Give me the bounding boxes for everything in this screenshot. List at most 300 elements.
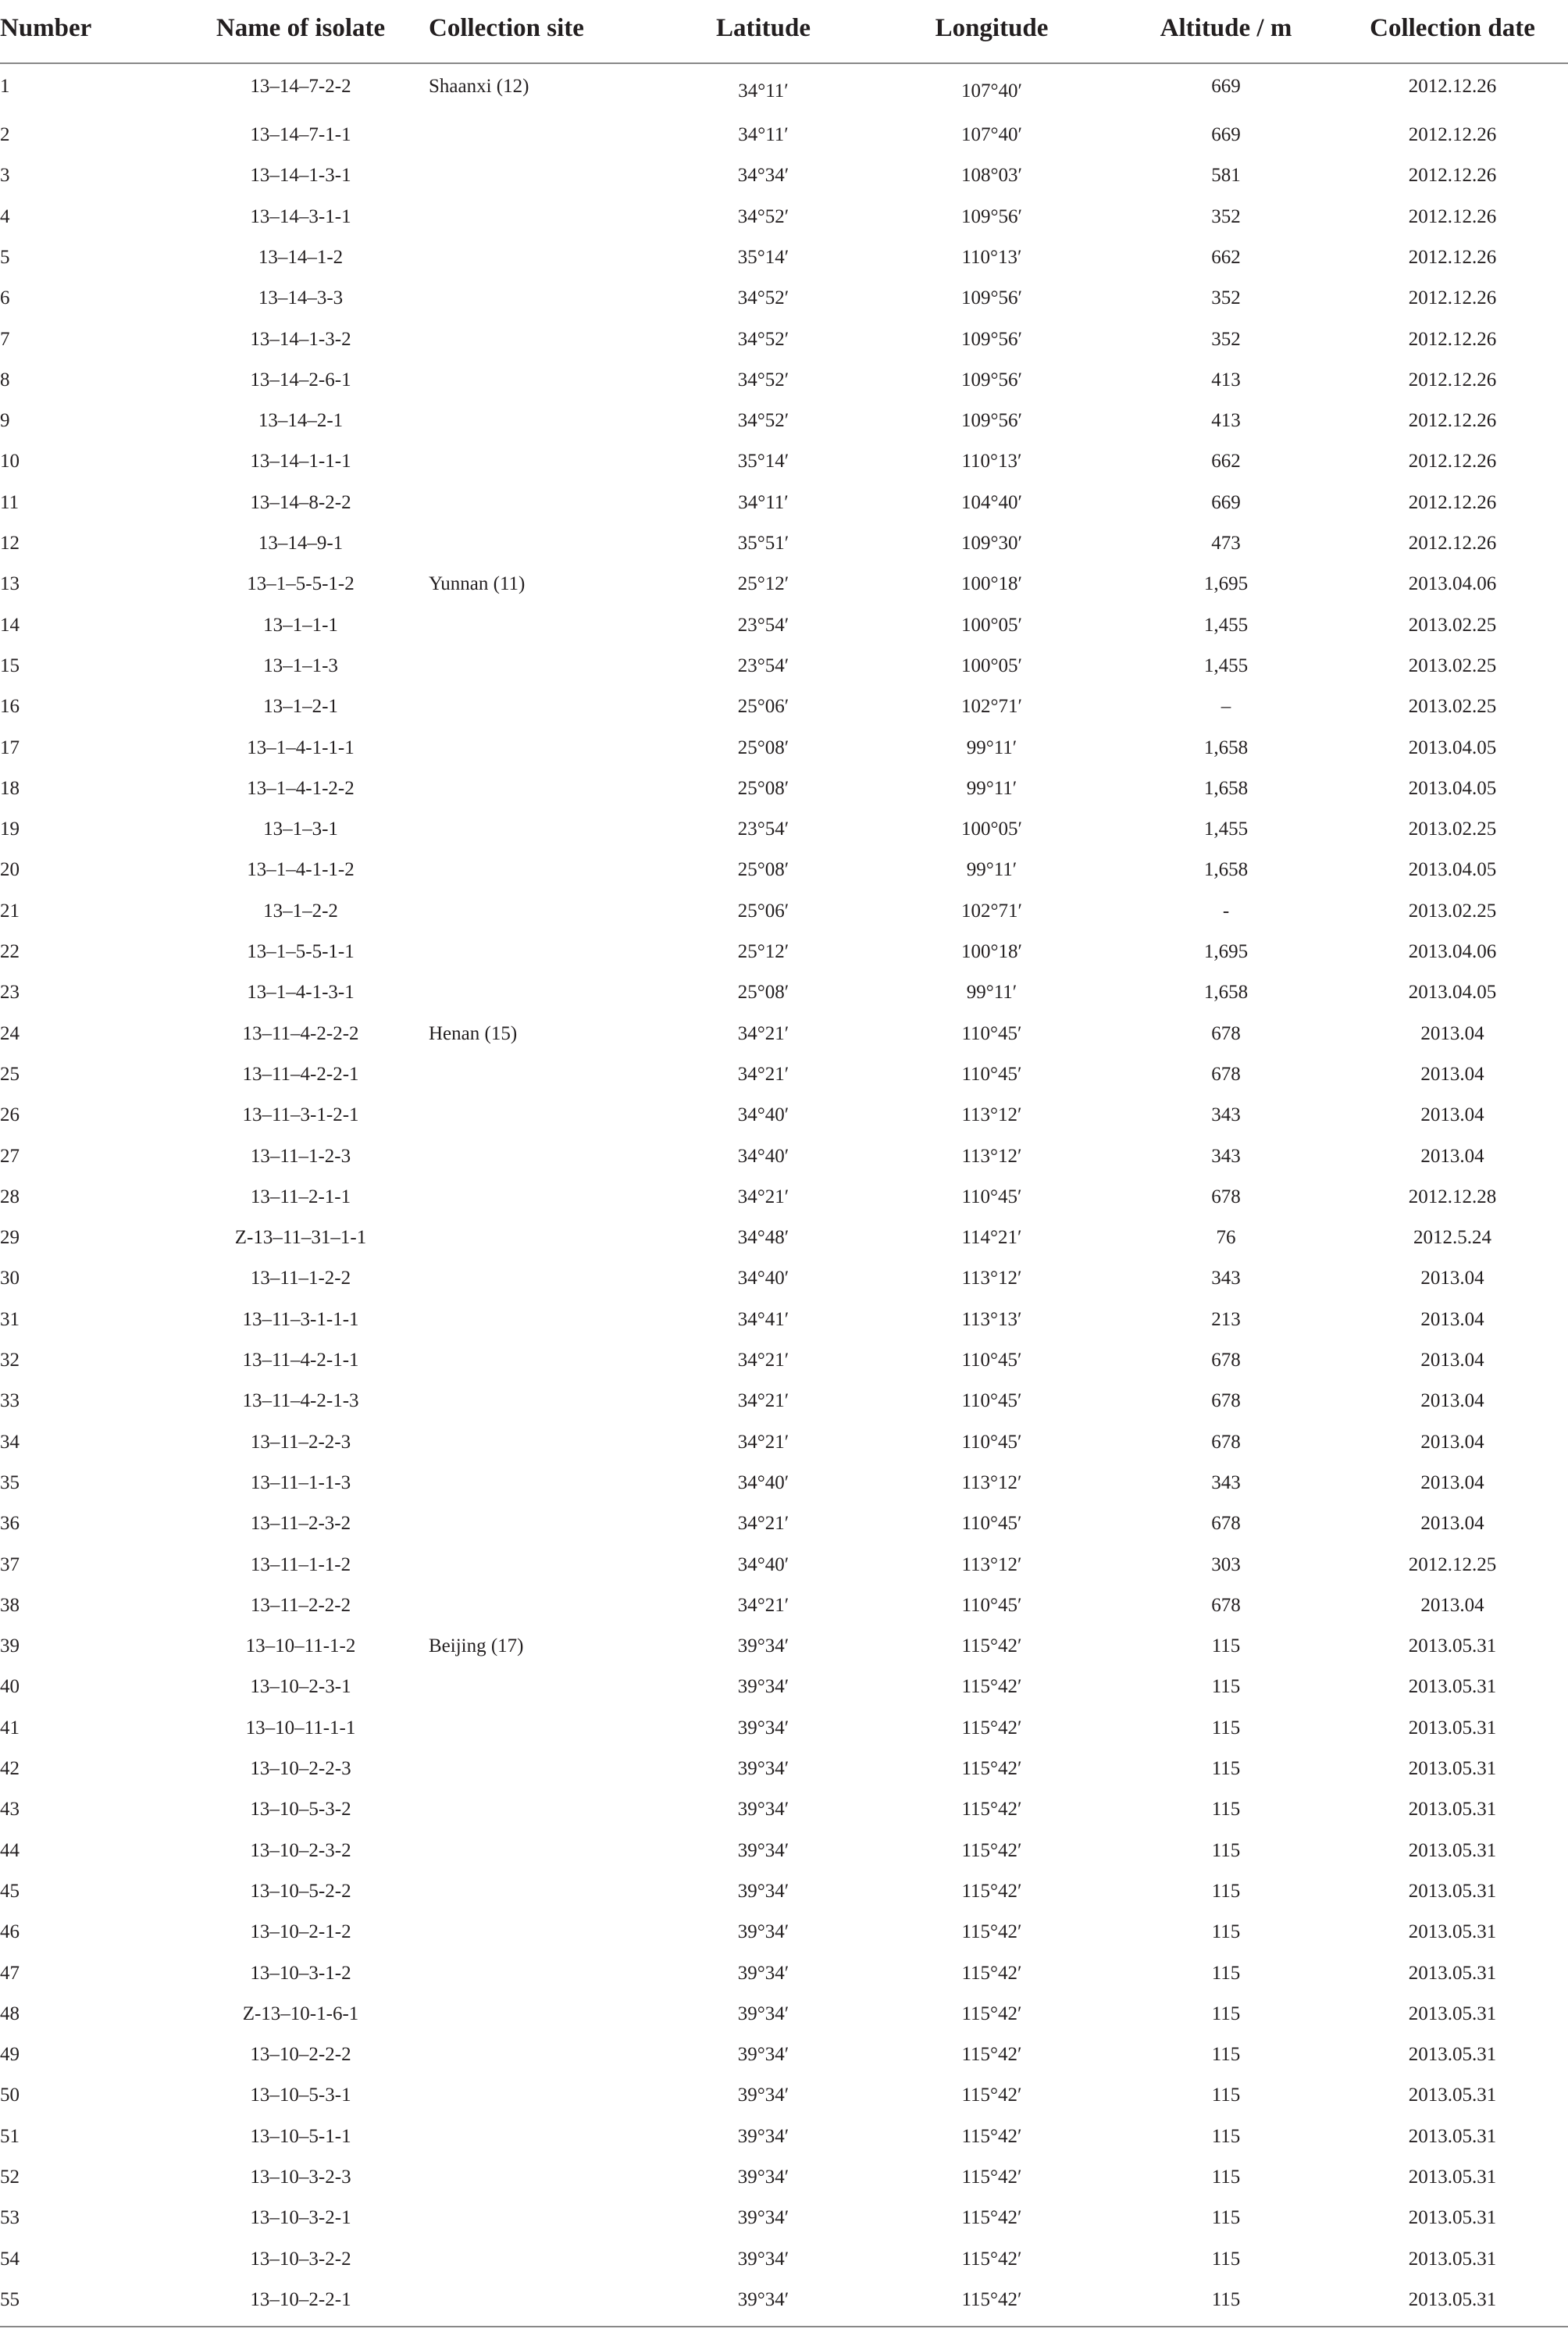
cell-number: 21 <box>0 900 20 922</box>
cell-collection-date: 2013.04 <box>1420 1308 1484 1330</box>
cell-number: 8 <box>0 369 10 391</box>
cell-collection-date: 2013.04.06 <box>1408 941 1497 962</box>
cell-longitude: 109°56′ <box>961 287 1022 309</box>
cell-longitude: 99°11′ <box>966 859 1017 881</box>
cell-altitude: 76 <box>1216 1227 1236 1249</box>
cell-latitude: 34°52′ <box>737 328 789 350</box>
cell-longitude: 110°45′ <box>961 1594 1022 1616</box>
cell-latitude: 34°21′ <box>737 1186 789 1207</box>
cell-longitude: 100°18′ <box>961 941 1022 962</box>
cell-collection-date: 2012.5.24 <box>1413 1227 1491 1249</box>
cell-isolate-name: 13–14–1-1-1 <box>250 451 351 473</box>
cell-collection-date: 2012.12.26 <box>1408 410 1497 432</box>
cell-collection-date: 2013.05.31 <box>1408 1880 1497 1902</box>
cell-longitude: 100°05′ <box>961 614 1022 636</box>
cell-collection-date: 2013.04 <box>1420 1104 1484 1126</box>
cell-altitude: 1,695 <box>1203 573 1249 595</box>
cell-number: 11 <box>0 491 20 513</box>
cell-altitude: 115 <box>1211 2207 1241 2229</box>
table-row <box>0 1019 1568 1060</box>
cell-number: 47 <box>0 1962 20 1984</box>
cell-longitude: 99°11′ <box>966 777 1017 799</box>
table-row <box>0 1714 1568 1754</box>
cell-latitude: 34°21′ <box>737 1594 789 1616</box>
cell-number: 48 <box>0 2003 20 2024</box>
cell-altitude: 581 <box>1211 165 1241 187</box>
table-row <box>0 2245 1568 2285</box>
table-row <box>0 1795 1568 1835</box>
header-number: Number <box>0 14 92 42</box>
cell-longitude: 114°21′ <box>961 1227 1022 1249</box>
header-altitude: Altitude / m <box>1160 14 1292 42</box>
cell-collection-date: 2012.12.26 <box>1408 165 1497 187</box>
cell-isolate-name: 13–11–4-2-2-1 <box>242 1063 359 1085</box>
cell-altitude: 115 <box>1211 1676 1241 1698</box>
table-row <box>0 855 1568 896</box>
cell-altitude: 352 <box>1211 287 1241 309</box>
cell-number: 5 <box>0 246 10 268</box>
cell-isolate-name: 13–1–2-1 <box>263 696 338 718</box>
cell-isolate-name: 13–10–2-2-1 <box>250 2288 351 2310</box>
cell-number: 4 <box>0 205 10 227</box>
cell-altitude: - <box>1222 900 1230 922</box>
cell-latitude: 25°12′ <box>737 941 789 962</box>
cell-collection-date: 2012.12.26 <box>1408 124 1497 145</box>
cell-number: 19 <box>0 818 20 840</box>
cell-altitude: 115 <box>1211 2125 1241 2147</box>
cell-collection-date: 2013.04 <box>1420 1431 1484 1453</box>
cell-collection-date: 2013.05.31 <box>1408 1758 1497 1779</box>
cell-collection-date: 2013.05.31 <box>1408 2044 1497 2066</box>
cell-isolate-name: 13–1–4-1-2-2 <box>247 777 355 799</box>
cell-latitude: 34°41′ <box>737 1308 789 1330</box>
cell-isolate-name: 13–14–3-1-1 <box>250 205 351 227</box>
table-row <box>0 1836 1568 1877</box>
cell-longitude: 115°42′ <box>961 2044 1022 2066</box>
cell-isolate-name: 13–11–2-2-2 <box>250 1594 351 1616</box>
cell-longitude: 115°42′ <box>961 2003 1022 2024</box>
cell-latitude: 39°34′ <box>737 1962 789 1984</box>
cell-collection-date: 2012.12.28 <box>1408 1186 1497 1207</box>
table-row <box>0 1550 1568 1591</box>
cell-number: 30 <box>0 1268 20 1289</box>
cell-number: 23 <box>0 982 20 1004</box>
cell-longitude: 115°42′ <box>961 1635 1022 1657</box>
cell-number: 16 <box>0 696 20 718</box>
cell-latitude: 39°34′ <box>737 1880 789 1902</box>
table-row <box>0 569 1568 610</box>
cell-isolate-name: 13–1–1-3 <box>263 654 338 676</box>
cell-number: 12 <box>0 533 20 554</box>
cell-collection-date: 2012.12.26 <box>1408 451 1497 473</box>
cell-isolate-name: 13–11–4-2-2-2 <box>242 1022 359 1044</box>
cell-altitude: 115 <box>1211 2248 1241 2270</box>
cell-latitude: 39°34′ <box>737 1635 789 1657</box>
cell-longitude: 115°42′ <box>961 2167 1022 2188</box>
cell-altitude: 1,455 <box>1203 654 1249 676</box>
cell-isolate-name: 13–10–5-1-1 <box>250 2125 351 2147</box>
cell-latitude: 39°34′ <box>737 2288 789 2310</box>
cell-altitude: 115 <box>1211 1880 1241 1902</box>
table-row <box>0 406 1568 447</box>
cell-number: 13 <box>0 573 20 595</box>
cell-number: 25 <box>0 1063 20 1085</box>
cell-altitude: 678 <box>1211 1186 1241 1207</box>
table-bottom-rule <box>0 2326 1568 2327</box>
cell-number: 49 <box>0 2044 20 2066</box>
cell-longitude: 99°11′ <box>966 736 1017 758</box>
cell-collection-date: 2013.05.31 <box>1408 1717 1497 1739</box>
cell-altitude: 343 <box>1211 1471 1241 1493</box>
cell-number: 43 <box>0 1799 20 1821</box>
table-row <box>0 202 1568 243</box>
table-row <box>0 1223 1568 1264</box>
cell-isolate-name: 13–10–5-3-1 <box>250 2085 351 2106</box>
cell-isolate-name: 13–10–3-1-2 <box>250 1962 351 1984</box>
cell-longitude: 109°56′ <box>961 369 1022 391</box>
cell-collection-date: 2013.05.31 <box>1408 2207 1497 2229</box>
cell-number: 26 <box>0 1104 20 1126</box>
cell-longitude: 113°12′ <box>961 1145 1022 1167</box>
cell-altitude: 115 <box>1211 1717 1241 1739</box>
cell-isolate-name: 13–1–5-5-1-2 <box>247 573 355 595</box>
cell-number: 39 <box>0 1635 20 1657</box>
table-row <box>0 2163 1568 2203</box>
table-row <box>0 1877 1568 1917</box>
cell-isolate-name: 13–11–1-1-3 <box>250 1471 351 1493</box>
cell-collection-date: 2013.02.25 <box>1408 818 1497 840</box>
cell-collection-date: 2012.12.26 <box>1408 369 1497 391</box>
cell-altitude: 678 <box>1211 1431 1241 1453</box>
cell-collection-date: 2012.12.26 <box>1408 76 1497 97</box>
cell-longitude: 102°71′ <box>961 696 1022 718</box>
cell-isolate-name: 13–1–4-1-3-1 <box>247 982 355 1004</box>
cell-collection-date: 2013.05.31 <box>1408 2167 1497 2188</box>
cell-number: 6 <box>0 287 10 309</box>
cell-number: 18 <box>0 777 20 799</box>
cell-isolate-name: 13–14–9-1 <box>258 533 344 554</box>
table-row <box>0 72 1568 112</box>
cell-number: 28 <box>0 1186 20 1207</box>
cell-number: 33 <box>0 1390 20 1412</box>
cell-latitude: 39°34′ <box>737 2003 789 2024</box>
cell-number: 36 <box>0 1513 20 1535</box>
cell-collection-date: 2012.12.26 <box>1408 246 1497 268</box>
cell-latitude: 35°14′ <box>737 246 789 268</box>
cell-number: 27 <box>0 1145 20 1167</box>
table-row <box>0 325 1568 366</box>
cell-longitude: 115°42′ <box>961 2125 1022 2147</box>
cell-altitude: 303 <box>1211 1553 1241 1575</box>
cell-collection-date: 2013.05.31 <box>1408 1635 1497 1657</box>
cell-latitude: 39°34′ <box>737 1717 789 1739</box>
table-row <box>0 1959 1568 1999</box>
cell-latitude: 25°06′ <box>737 696 789 718</box>
cell-latitude: 25°12′ <box>737 573 789 595</box>
cell-altitude: 115 <box>1211 1839 1241 1861</box>
cell-collection-date: 2012.12.26 <box>1408 533 1497 554</box>
table-header-row <box>0 0 1568 64</box>
cell-altitude: 669 <box>1211 124 1241 145</box>
cell-isolate-name: 13–11–1-1-2 <box>250 1553 351 1575</box>
cell-latitude: 39°34′ <box>737 1921 789 1943</box>
cell-number: 14 <box>0 614 20 636</box>
cell-isolate-name: 13–1–3-1 <box>263 818 338 840</box>
cell-latitude: 34°34′ <box>737 165 789 187</box>
cell-altitude: 1,455 <box>1203 614 1249 636</box>
header-longitude: Longitude <box>935 14 1049 42</box>
table-row <box>0 366 1568 406</box>
cell-isolate-name: 13–10–5-2-2 <box>250 1880 351 1902</box>
cell-isolate-name: 13–14–8-2-2 <box>250 491 351 513</box>
cell-longitude: 100°18′ <box>961 573 1022 595</box>
cell-number: 29 <box>0 1227 20 1249</box>
cell-number: 44 <box>0 1839 20 1861</box>
table-row <box>0 2122 1568 2163</box>
cell-isolate-name: 13–10–2-3-2 <box>250 1839 351 1861</box>
cell-isolate-name: 13–1–1-1 <box>263 614 338 636</box>
table-row <box>0 1428 1568 1468</box>
cell-collection-date: 2013.02.25 <box>1408 654 1497 676</box>
cell-isolate-name: 13–11–1-2-3 <box>250 1145 351 1167</box>
cell-number: 51 <box>0 2125 20 2147</box>
table-row <box>0 529 1568 569</box>
table-row <box>0 243 1568 284</box>
cell-isolate-name: 13–1–4-1-1-1 <box>247 736 355 758</box>
table-row <box>0 733 1568 774</box>
cell-latitude: 34°48′ <box>737 1227 789 1249</box>
cell-altitude: 678 <box>1211 1063 1241 1085</box>
cell-latitude: 39°34′ <box>737 1799 789 1821</box>
cell-longitude: 102°71′ <box>961 900 1022 922</box>
cell-number: 15 <box>0 654 20 676</box>
cell-altitude: 413 <box>1211 369 1241 391</box>
cell-altitude: 473 <box>1211 533 1241 554</box>
cell-latitude: 34°11′ <box>738 491 789 513</box>
cell-collection-date: 2013.02.25 <box>1408 900 1497 922</box>
cell-isolate-name: 13–11–2-1-1 <box>250 1186 351 1207</box>
cell-isolate-name: 13–10–3-2-1 <box>250 2207 351 2229</box>
cell-altitude: – <box>1221 696 1231 718</box>
cell-number: 40 <box>0 1676 20 1698</box>
table-row <box>0 1632 1568 1672</box>
table-row <box>0 1264 1568 1304</box>
table-row <box>0 1468 1568 1509</box>
cell-number: 1 <box>0 76 10 97</box>
cell-collection-date: 2013.04 <box>1420 1594 1484 1616</box>
cell-number: 37 <box>0 1553 20 1575</box>
cell-altitude: 1,658 <box>1203 736 1249 758</box>
cell-longitude: 115°42′ <box>961 1799 1022 1821</box>
cell-longitude: 100°05′ <box>961 654 1022 676</box>
cell-collection-date: 2013.05.31 <box>1408 2248 1497 2270</box>
cell-latitude: 25°08′ <box>737 777 789 799</box>
cell-collection-date: 2013.04.05 <box>1408 982 1497 1004</box>
cell-collection-date: 2013.04 <box>1420 1063 1484 1085</box>
table-row <box>0 1182 1568 1223</box>
cell-isolate-name: 13–14–1-3-2 <box>250 328 351 350</box>
cell-isolate-name: 13–14–1-2 <box>258 246 344 268</box>
cell-number: 22 <box>0 941 20 962</box>
cell-isolate-name: 13–11–2-2-3 <box>250 1431 351 1453</box>
cell-collection-date: 2013.05.31 <box>1408 2003 1497 2024</box>
cell-number: 9 <box>0 410 10 432</box>
table-row <box>0 447 1568 487</box>
cell-isolate-name: Z-13–11–31–1-1 <box>234 1227 367 1249</box>
cell-latitude: 34°52′ <box>737 287 789 309</box>
cell-isolate-name: 13–1–2-2 <box>263 900 338 922</box>
cell-altitude: 1,658 <box>1203 859 1249 881</box>
cell-longitude: 108°03′ <box>961 165 1022 187</box>
header-collection-date: Collection date <box>1370 14 1535 42</box>
cell-longitude: 110°13′ <box>961 246 1022 268</box>
cell-altitude: 678 <box>1211 1022 1241 1044</box>
cell-longitude: 107°40′ <box>961 124 1022 145</box>
cell-latitude: 23°54′ <box>737 818 789 840</box>
cell-collection-date: 2013.05.31 <box>1408 1839 1497 1861</box>
cell-isolate-name: 13–1–4-1-1-2 <box>247 859 355 881</box>
cell-collection-date: 2013.05.31 <box>1408 2085 1497 2106</box>
table-row <box>0 1917 1568 1958</box>
cell-longitude: 99°11′ <box>966 982 1017 1004</box>
cell-altitude: 669 <box>1211 491 1241 513</box>
cell-longitude: 113°12′ <box>961 1471 1022 1493</box>
cell-latitude: 34°21′ <box>737 1390 789 1412</box>
table-row <box>0 815 1568 855</box>
cell-collection-date: 2013.04 <box>1420 1390 1484 1412</box>
table-row <box>0 1060 1568 1100</box>
header-collection-site: Collection site <box>429 14 584 42</box>
table-row <box>0 937 1568 978</box>
cell-altitude: 213 <box>1211 1308 1241 1330</box>
cell-latitude: 25°06′ <box>737 900 789 922</box>
table-row <box>0 978 1568 1018</box>
cell-longitude: 110°45′ <box>961 1390 1022 1412</box>
cell-collection-site: Beijing (17) <box>429 1635 524 1657</box>
cell-isolate-name: Z-13–10-1-6-1 <box>242 2003 359 2024</box>
cell-collection-site: Shaanxi (12) <box>429 76 529 97</box>
cell-latitude: 34°11′ <box>738 80 789 102</box>
cell-latitude: 34°21′ <box>737 1350 789 1371</box>
cell-isolate-name: 13–10–3-2-2 <box>250 2248 351 2270</box>
cell-number: 24 <box>0 1022 20 1044</box>
cell-isolate-name: 13–11–2-3-2 <box>250 1513 351 1535</box>
cell-collection-date: 2012.12.26 <box>1408 491 1497 513</box>
table-row <box>0 1305 1568 1346</box>
cell-latitude: 34°21′ <box>737 1063 789 1085</box>
cell-collection-site: Henan (15) <box>429 1022 518 1044</box>
cell-number: 20 <box>0 859 20 881</box>
table-row <box>0 1386 1568 1427</box>
cell-number: 34 <box>0 1431 20 1453</box>
table-row <box>0 1346 1568 1386</box>
cell-number: 42 <box>0 1758 20 1779</box>
table-row <box>0 1754 1568 1795</box>
cell-altitude: 115 <box>1211 2167 1241 2188</box>
cell-number: 50 <box>0 2085 20 2106</box>
cell-latitude: 23°54′ <box>737 654 789 676</box>
cell-latitude: 34°40′ <box>737 1553 789 1575</box>
table-row <box>0 284 1568 324</box>
cell-altitude: 343 <box>1211 1268 1241 1289</box>
table-row <box>0 1999 1568 2040</box>
cell-collection-date: 2013.05.31 <box>1408 1799 1497 1821</box>
cell-longitude: 113°12′ <box>961 1553 1022 1575</box>
table-row <box>0 2285 1568 2326</box>
cell-latitude: 34°52′ <box>737 205 789 227</box>
cell-latitude: 34°21′ <box>737 1513 789 1535</box>
cell-latitude: 34°40′ <box>737 1104 789 1126</box>
cell-altitude: 115 <box>1211 1758 1241 1779</box>
cell-longitude: 115°42′ <box>961 2288 1022 2310</box>
cell-collection-date: 2013.04 <box>1420 1513 1484 1535</box>
cell-latitude: 39°34′ <box>737 1676 789 1698</box>
cell-latitude: 35°14′ <box>737 451 789 473</box>
cell-latitude: 39°34′ <box>737 2085 789 2106</box>
cell-latitude: 34°21′ <box>737 1022 789 1044</box>
cell-collection-date: 2013.05.31 <box>1408 2288 1497 2310</box>
cell-longitude: 115°42′ <box>961 2207 1022 2229</box>
table-row <box>0 1672 1568 1713</box>
cell-number: 45 <box>0 1880 20 1902</box>
cell-collection-date: 2012.12.26 <box>1408 287 1497 309</box>
cell-latitude: 25°08′ <box>737 982 789 1004</box>
cell-longitude: 115°42′ <box>961 1921 1022 1943</box>
cell-isolate-name: 13–10–2-3-1 <box>250 1676 351 1698</box>
cell-latitude: 39°34′ <box>737 2248 789 2270</box>
cell-isolate-name: 13–14–3-3 <box>258 287 344 309</box>
table-row <box>0 2040 1568 2081</box>
cell-longitude: 110°45′ <box>961 1513 1022 1535</box>
table-row <box>0 897 1568 937</box>
cell-longitude: 113°13′ <box>961 1308 1022 1330</box>
cell-longitude: 113°12′ <box>961 1268 1022 1289</box>
cell-altitude: 115 <box>1211 1635 1241 1657</box>
cell-altitude: 115 <box>1211 2085 1241 2106</box>
table-row <box>0 2081 1568 2121</box>
cell-altitude: 115 <box>1211 1921 1241 1943</box>
cell-number: 46 <box>0 1921 20 1943</box>
cell-collection-site: Yunnan (11) <box>429 573 526 595</box>
cell-collection-date: 2013.02.25 <box>1408 614 1497 636</box>
cell-isolate-name: 13–11–3-1-2-1 <box>242 1104 359 1126</box>
cell-collection-date: 2013.04 <box>1420 1145 1484 1167</box>
cell-number: 54 <box>0 2248 20 2270</box>
cell-collection-date: 2013.04.05 <box>1408 777 1497 799</box>
cell-collection-date: 2013.04.05 <box>1408 859 1497 881</box>
cell-longitude: 100°05′ <box>961 818 1022 840</box>
cell-latitude: 39°34′ <box>737 2207 789 2229</box>
cell-altitude: 413 <box>1211 410 1241 432</box>
cell-latitude: 34°40′ <box>737 1268 789 1289</box>
cell-latitude: 25°08′ <box>737 736 789 758</box>
cell-number: 32 <box>0 1350 20 1371</box>
cell-longitude: 115°42′ <box>961 2248 1022 2270</box>
cell-collection-date: 2013.05.31 <box>1408 1921 1497 1943</box>
table-row <box>0 611 1568 651</box>
cell-longitude: 115°42′ <box>961 1880 1022 1902</box>
cell-altitude: 662 <box>1211 451 1241 473</box>
cell-latitude: 23°54′ <box>737 614 789 636</box>
cell-number: 7 <box>0 328 10 350</box>
table-row <box>0 161 1568 202</box>
cell-number: 3 <box>0 165 10 187</box>
cell-altitude: 678 <box>1211 1390 1241 1412</box>
cell-isolate-name: 13–14–2-1 <box>258 410 344 432</box>
table-row <box>0 651 1568 692</box>
cell-collection-date: 2012.12.26 <box>1408 205 1497 227</box>
cell-collection-date: 2013.04 <box>1420 1022 1484 1044</box>
